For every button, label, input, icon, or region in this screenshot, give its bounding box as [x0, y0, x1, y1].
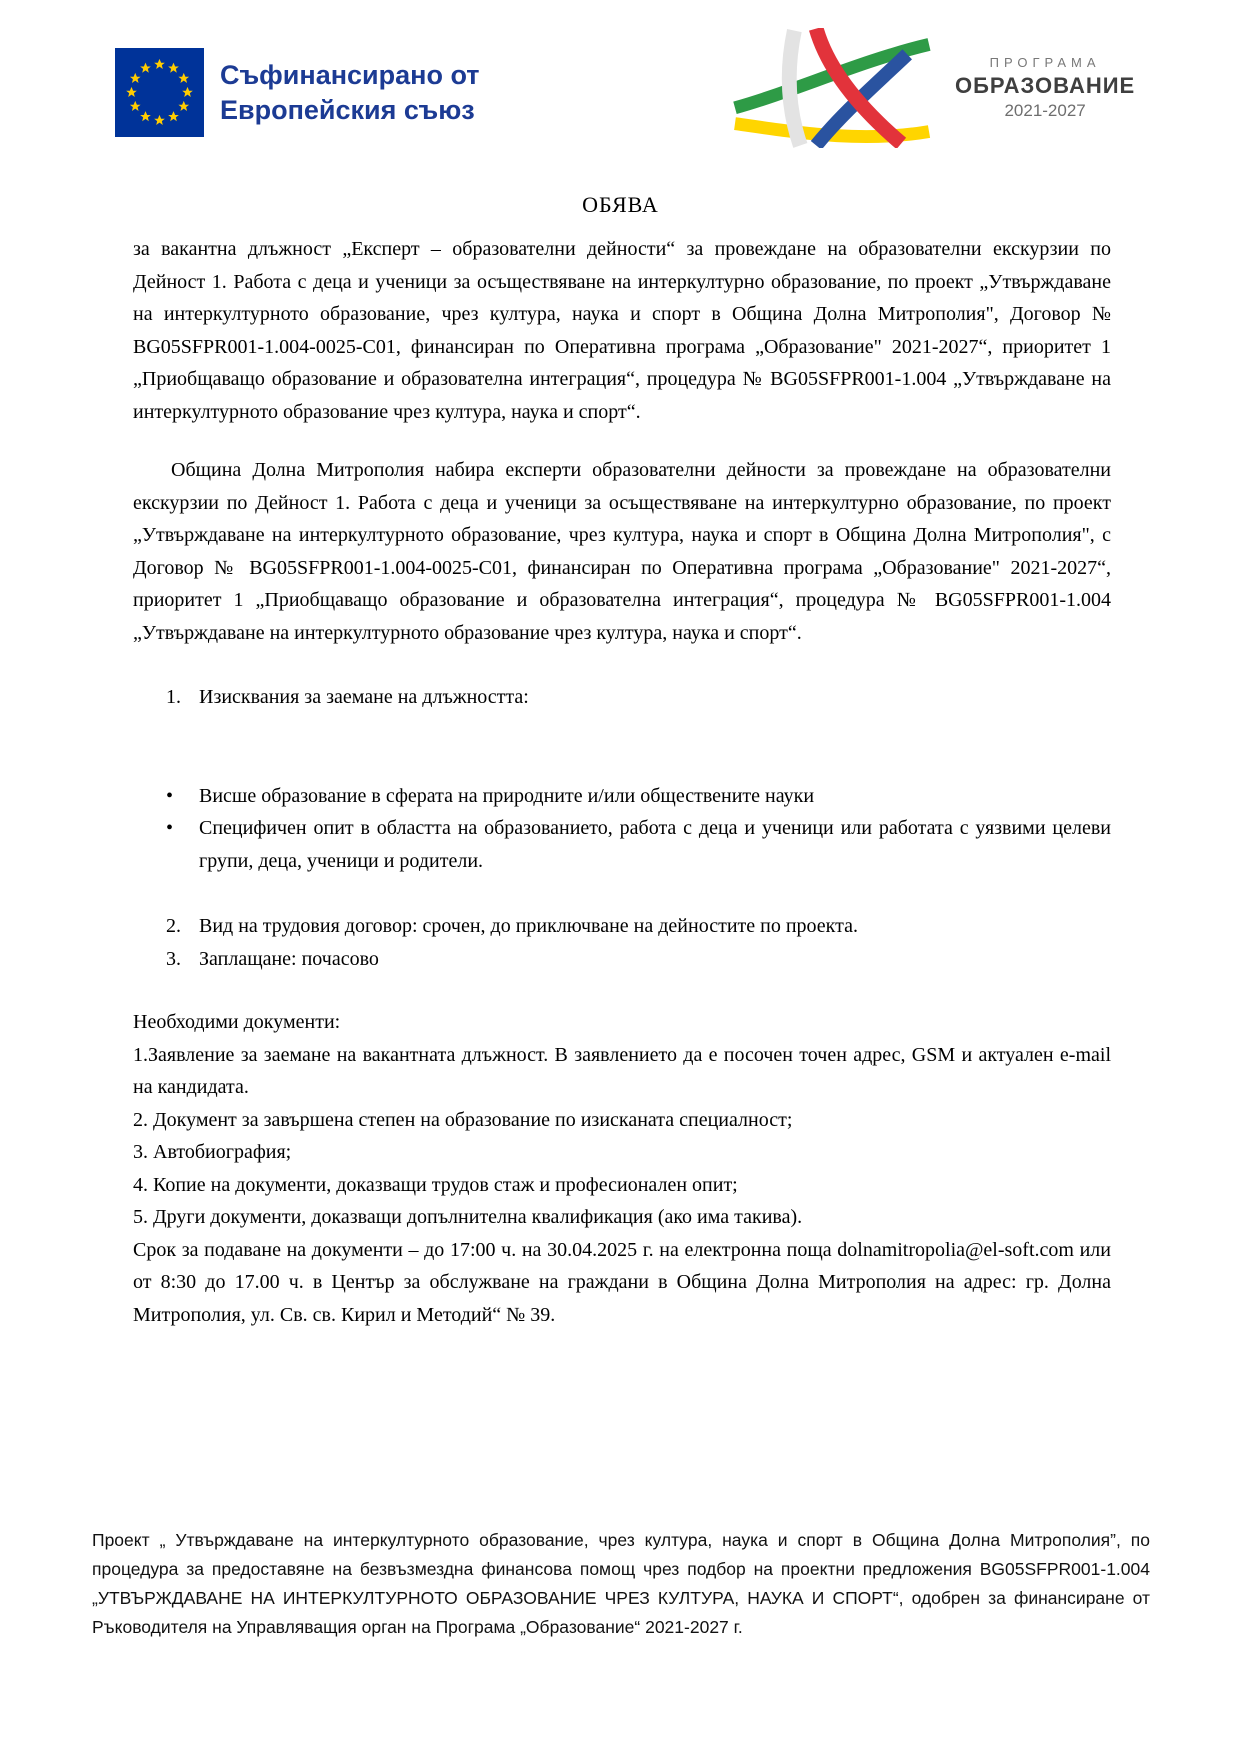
eu-logo-caption — [220, 58, 480, 128]
paragraph-vacancy-intro: за вакантна длъжност „Експерт – образователни дейности“ за провеждане на образователни екскурзии по Дейност 1. Работа с деца и ученици за осъществяване на интеркултурно образование, по проект „Утвърждаване на интеркултурното образование, чрез култура, наука и спорт в Община Долна Митрополия", Договор № BG05SFPR001-1.004-0025-C01, финансиран по Оперативна програма „Образование" 2021-2027“, приоритет 1 „Приобщаващо образование и образователна интеграция“, процедура № BG05SFPR001-1.004 „Утвърждаване на интеркултурното образование чрез култура, наука и спорт“. — [133, 238, 1111, 423]
list-item-document: 5. Други документи, доказващи допълнителна квалификация (ако има такива). — [133, 1206, 803, 1228]
eu-logo-caption-line1: Съфинансирано от — [220, 59, 480, 90]
program-logo-line3: 2021-2027 — [1004, 101, 1086, 120]
list-item-payment — [133, 943, 1111, 976]
documents-heading: Необходими документи: — [133, 1011, 341, 1033]
requirements-bullet-list — [133, 780, 1111, 878]
program-logo-line1: ПРОГРАМА — [989, 55, 1101, 70]
program-ribbons-icon — [733, 28, 931, 148]
eu-logo-caption-line2: Европейския съюз — [220, 94, 475, 125]
list-text: Изисквания за заемане на длъжността: — [199, 686, 529, 708]
program-obrazovanie-logo — [733, 28, 1135, 148]
list-text: Вид на трудовия договор: срочен, до приключване на дейностите по проекта. — [199, 915, 858, 937]
list-text: Висше образование в сферата на природните и/или обществените науки — [199, 784, 815, 807]
program-logo-caption — [955, 55, 1135, 121]
project-footer-note: Проект „ Утвърждаване на интеркултурното образование, чрез култура, наука и спорт в Община Долна Митрополия”, по процедура за предоставяне на безвъзмездна финансова помощ чрез подбор на проектни предложения BG05SFPR001-1.004 „УТВЪРЖДАВАНЕ НА ИНТЕРКУЛТУРНОТО ОБРАЗОВАНИЕ ЧРЕЗ КУЛТУРА, НАУКА И СПОРТ“, одобрен за финансиране от Ръководителя на Управляващия орган на Програма „Образование“ 2021-2027 г. — [92, 1530, 1150, 1637]
eu-flag-icon — [115, 48, 204, 137]
list-number: 3. — [166, 947, 181, 970]
list-number: 2. — [166, 915, 181, 937]
list-item-document: 3. Автобиография; — [133, 1141, 292, 1163]
program-logo-line2: ОБРАЗОВАНИЕ — [955, 73, 1136, 98]
paragraph-deadline: Срок за подаване на документи – до 17:00 ч. на 30.04.2025 г. на електронна поща dolnamitropolia@el-soft.com или от 8:30 до 17.00 ч. в Център за обслужване на граждани в Община Долна Митрополия на адрес: гр. Долна Митрополия, ул. Св. св. Кирил и Методий“ № 39. — [133, 1238, 1111, 1326]
list-item-document: 2. Документ за завършена степен на образование по изисканата специалност; — [133, 1108, 793, 1131]
list-item — [133, 812, 1111, 877]
list-item-document: 4. Копие на документи, доказващи трудов стаж и професионален опит; — [133, 1173, 738, 1196]
list-item-requirements-heading — [133, 681, 1111, 714]
bullet-icon — [166, 812, 199, 877]
list-item-contract-type — [133, 910, 1111, 943]
page-title: ОБЯВА — [582, 192, 659, 217]
document-body — [133, 233, 1111, 1331]
list-item-document: 1.Заявление за заемане на вакантната длъжност. В заявлението да е посочен точен адрес, GSM и актуален e-mail на кандидата. — [133, 1043, 1111, 1098]
list-item — [133, 780, 1111, 813]
bullet-icon — [166, 780, 199, 813]
paragraph-recruitment: Община Долна Митрополия набира експерти образователни дейности за провеждане на образователни екскурзии по Дейност 1. Работа с деца и ученици за осъществяване на интеркултурно образование, по проект „Утвърждаване на интеркултурното образование, чрез култура, наука и спорт в Община Долна Митрополия", с Договор № BG05SFPR001-1.004-0025-C01, финансиран по Оперативна програма „Образование" 2021-2027“, приоритет 1 „Приобщаващо образование и образователна интеграция“, процедура № BG05SFPR001-1.004 „Утвърждаване на интеркултурното образование чрез култура, наука и спорт“. — [133, 459, 1111, 644]
list-text: Специфичен опит в областта на образованието, работа с деца и ученици или работата с уязвими целеви групи, деца, ученици и родители. — [199, 817, 1111, 872]
list-text: Заплащане: почасово — [199, 947, 379, 970]
eu-cofunded-logo — [115, 48, 480, 137]
list-number: 1. — [166, 686, 181, 708]
